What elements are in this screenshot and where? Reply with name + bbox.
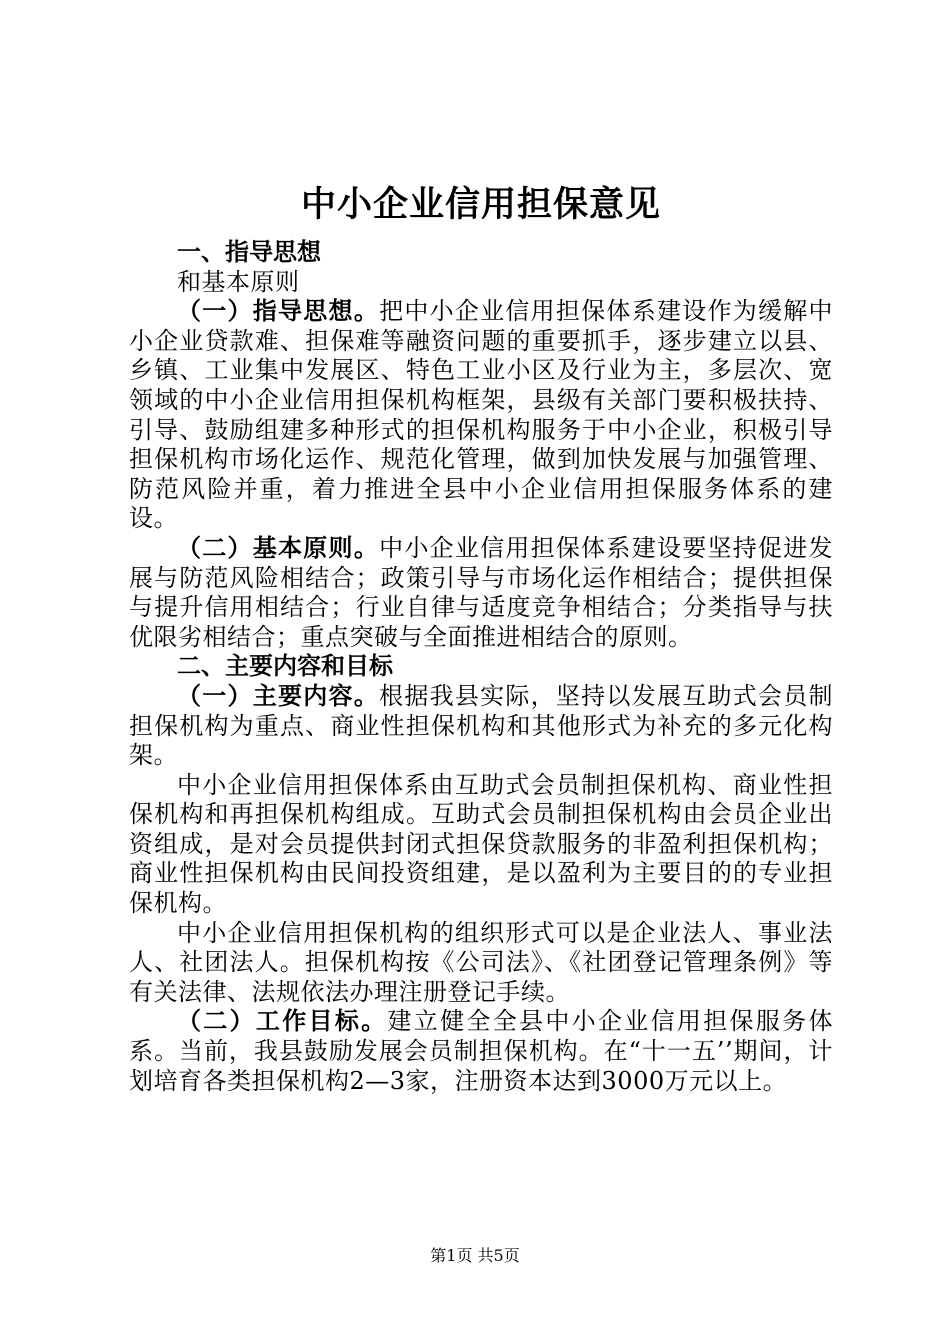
section-heading-2: 二、主要内容和目标 [177,652,393,681]
paragraph-organization-form: 中小企业信用担保机构的组织形式可以是企业法人、事业法人、社团法人。担保机构按《公司法》、《社团登记管理条例》等有关法律、法规依法办理注册登记手续。 [129,918,833,1006]
paragraph-text: 根据我县实际，坚持以发展互助式会员制担保机构为重点、商业性担保机构和其他形式为补充的多元化构架。 [129,681,834,770]
page-footer: 第1页 共5页 [430,1246,520,1265]
paragraph-label: （二）工作目标。 [177,1007,388,1036]
paragraph-label: （二）基本原则。 [177,533,380,562]
paragraph-basic-principles [129,534,833,652]
paragraph-system-composition: 中小企业信用担保体系由互助式会员制担保机构、商业性担保机构和再担保机构组成。互助式会员制担保机构由会员企业出资组成，是对会员提供封闭式担保贷款服务的非盈利担保机构；商业性担保机构由民间投资组建，是以盈利为主要目的的专业担保机构。 [129,770,833,918]
section-subheading-1: 和基本原则 [177,267,300,296]
paragraph-main-content [129,682,833,771]
paragraph-guiding-thought [129,297,833,534]
document-body [129,178,833,1096]
paragraph-work-goals [129,1007,833,1096]
document-title: 中小企业信用担保意见 [300,184,661,225]
paragraph-text: 建立健全全县中小企业信用担保服务体系。当前，我县鼓励发展会员制担保机构。在“十一五’’期间，计划培育各类担保机构2—3家，注册资本达到3000万元以上。 [129,1007,833,1095]
paragraph-text: 中小企业信用担保体系建设要坚持促进发展与防范风险相结合；政策引导与市场化运作相结合；提供担保与提升信用相结合；行业自律与适度竞争相结合；分类指导与扶优限劣相结合；重点突破与全面推进相结合的原则。 [129,533,834,651]
paragraph-label: （一）指导思想。 [177,297,380,326]
section-heading-1: 一、指导思想 [177,238,321,266]
paragraph-label: （一）主要内容。 [177,681,380,710]
paragraph-text: 把中小企业信用担保体系建设作为缓解中小企业贷款难、担保难等融资问题的重要抓手，逐步建立以县、乡镇、工业集中发展区、特色工业小区及行业为主，多层次、宽领域的中小企业信用担保机构框架，县级有关部门要积极扶持、引导、鼓励组建多种形式的担保机构服务于中小企业，积极引导担保机构市场化运作、规范化管理，做到加快发展与加强管理、防范风险并重，着力推进全县中小企业信用担保服务体系的建设。 [129,297,834,533]
